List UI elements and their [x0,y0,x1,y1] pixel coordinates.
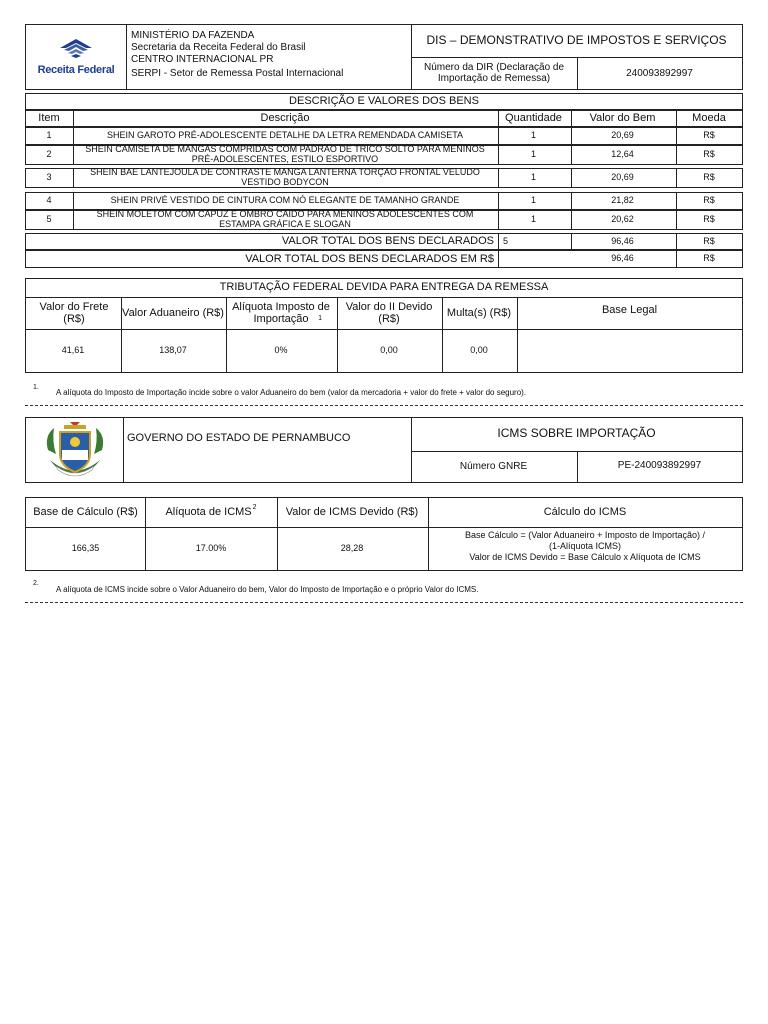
org-secretariat: Secretaria da Receita Federal do Brasil [131,42,306,53]
document-title: DIS – DEMONSTRATIVO DE IMPOSTOS E SERVIÇOS [426,32,727,47]
total-label: VALOR TOTAL DOS BENS DECLARADOS [281,235,494,248]
formula-line-3: Valor de ICMS Devido = Base Cálculo x Alíquota de ICMS [469,552,701,562]
val-aliquota-icms: 17.00% [195,542,227,553]
col-valor-bem: Valor do Bem [589,112,656,125]
col-item: Item [38,112,60,125]
state-gov-name: GOVERNO DO ESTADO DE PERNAMBUCO [127,431,351,444]
row2-qty: 1 [530,149,536,160]
row4-currency: R$ [703,195,715,206]
total-brl-value: 96,46 [611,253,634,264]
footnote-1: A alíquota do Imposto de Importação incide sobre o valor Aduaneiro do bem (valor da mercadoria + valor do frete + valor do seguro). [56,388,527,397]
val-frete: 41,61 [61,344,85,355]
col-base-legal: Base Legal [601,303,658,316]
receita-federal-logo [34,36,118,80]
org-center: CENTRO INTERNACIONAL PR [131,54,274,65]
icms-calculation-formula [428,530,742,563]
total-brl-currency: R$ [703,253,715,264]
row3-currency: R$ [703,172,715,183]
col-moeda: Moeda [692,112,726,125]
total-value: 96,46 [611,235,634,246]
row2-value: 12,64 [611,149,634,160]
logo-text: Receita Federal [37,64,115,76]
col-aliquota-icms [145,498,277,526]
total-qty: 5 [503,235,509,246]
footnote-ref-2: 2 [252,504,257,512]
row3-desc: SHEIN BAE LANTEJOULA DE CONTRASTE MANGA LANTERNA TORÇÃO FRONTAL VELUDO VESTIDO BODYCON [90,168,480,187]
row5-value: 20,62 [611,214,634,225]
row5-desc: SHEIN MOLETOM COM CAPUZ E OMBRO CAÍDO PARA MENINOS ADOLESCENTES COM ESTAMPA GRÁFICA E SLOGAN [96,210,474,229]
formula-line-1: Base Cálculo = (Valor Aduaneiro + Imposto de Importação) / [465,530,705,540]
row2-item: 2 [46,149,52,160]
federal-section-title: TRIBUTAÇÃO FEDERAL DEVIDA PARA ENTREGA DA REMESSA [219,280,549,293]
total-currency: R$ [703,235,715,246]
row1-qty: 1 [530,130,536,141]
row3-item: 3 [46,172,52,183]
dir-number-label: Número da DIR (Declaração de Importação de Remessa) [423,62,565,84]
val-base-legal [517,329,742,372]
org-name-block [131,30,411,80]
val-aliquota-ii: 0% [274,344,288,355]
col-valor-frete: Valor do Frete (R$) [39,300,109,325]
val-icms-devido: 28,28 [340,542,364,553]
col-aliquota-ii [226,297,336,329]
col-aliquota-ii-label: Alíquota Imposto de Importação [232,300,330,325]
formula-line-2: (1-Alíquota ICMS) [548,541,622,551]
row3-qty: 1 [530,172,536,183]
org-sector: SERPI - Setor de Remessa Postal Internacional [131,68,344,79]
pernambuco-coat-of-arms-icon [40,420,110,480]
val-base-calculo: 166,35 [71,542,100,553]
col-valor-icms: Valor de ICMS Devido (R$) [285,505,419,518]
footnote-1-number: 1. [33,384,39,391]
val-multas: 0,00 [470,344,488,355]
receita-federal-emblem-icon [34,36,118,64]
dir-number-value: 240093892997 [626,67,693,79]
gnre-value: PE-240093892997 [617,459,702,471]
col-aliquota-icms-label: Alíquota de ICMS [165,505,252,518]
col-descricao: Descrição [260,112,310,125]
row1-desc: SHEIN GAROTO PRÉ-ADOLESCENTE DETALHE DA LETRA REMENDADA CAMISETA [106,130,464,141]
footnote-2-number: 2. [33,580,39,587]
footnote-2: A alíquota de ICMS incide sobre o Valor Aduaneiro do bem, Valor do Imposto de Importação e o próprio Valor do ICMS. [56,585,479,594]
row2-desc: SHEIN CAMISETA DE MANGAS COMPRIDAS COM PADRÃO DE TRICÔ SOLTO PARA MENINOS PRÉ-ADOLESCENTES, ESTILO ESPORTIVO [85,145,485,164]
val-ii: 0,00 [380,344,398,355]
gnre-label: Número GNRE [459,461,528,472]
val-aduaneiro: 138,07 [159,344,187,355]
row1-item: 1 [46,130,52,141]
row5-currency: R$ [703,214,715,225]
row5-qty: 1 [530,214,536,225]
row4-qty: 1 [530,195,536,206]
row2-currency: R$ [703,149,715,160]
col-quantidade: Quantidade [505,112,562,125]
col-multas: Multa(s) (R$) [446,306,512,319]
goods-section-title: DESCRIÇÃO E VALORES DOS BENS [289,95,479,108]
total-brl-label: VALOR TOTAL DOS BENS DECLARADOS EM R$ [245,252,494,265]
divider-1 [25,405,743,406]
col-valor-aduaneiro: Valor Aduaneiro (R$) [122,306,224,319]
row3-value: 20,69 [611,172,634,183]
row4-item: 4 [46,195,52,206]
row1-currency: R$ [703,130,715,141]
divider-2 [25,602,743,603]
col-calculo-icms: Cálculo do ICMS [543,505,627,518]
row1-value: 20,69 [611,130,634,141]
row4-value: 21,82 [611,195,634,206]
row5-item: 5 [46,214,52,225]
col-valor-ii: Valor do II Devido (R$) [345,300,433,325]
pernambuco-coat-of-arms [40,420,110,480]
row4-desc: SHEIN PRIVÉ VESTIDO DE CINTURA COM NÓ ELEGANTE DE TAMANHO GRANDE [110,195,460,206]
org-ministry: MINISTÉRIO DA FAZENDA [131,30,255,41]
footnote-ref-1: 1 [318,315,322,323]
icms-title: ICMS SOBRE IMPORTAÇÃO [497,426,656,441]
col-base-calculo: Base de Cálculo (R$) [33,505,138,518]
